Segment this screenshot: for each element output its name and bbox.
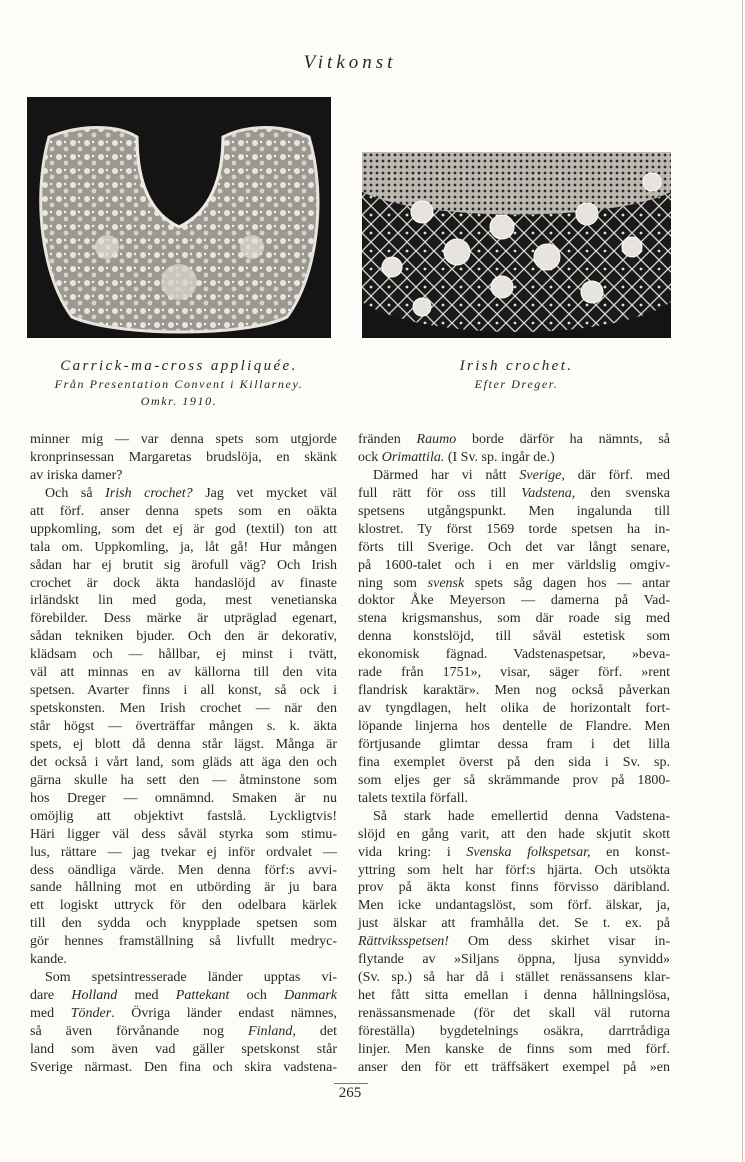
text-line: står högst — överträffar mången s. k. äkta [30,719,337,734]
italic-term: Vadstena, [521,485,576,501]
text-line: förebilder. Dess märke är utpräglad egenart, [30,611,337,627]
text-line: av tyngdlagen, helt olika de horizontalt fort- [358,701,670,717]
text-line: som eljes ger så skrämmande prov på 1800- [358,772,670,788]
figure-title: Carrick-ma-cross appliquée. [60,358,298,374]
text-line: minner mig — var denna spets som utgjorde [30,432,337,447]
text-line: kande. [30,952,67,968]
text-column-right [358,431,670,1077]
text-line: att förf. anser denna spets som en oäkta [30,503,337,519]
text-line: det också i vårt land, som gläds att äga den och [30,754,337,770]
text-line: löpande linjerna hos dentelle de Flandre. Men [358,719,670,734]
text-line: flandrisk karaktär». Men nog också påverkan [358,683,670,699]
figure-source: Från Presentation Convent i Killarney. [54,377,304,391]
text-line: renässansmenade (för det skall väl rutorna [358,1006,670,1021]
text-line: Sverige närmast. Den fina och skira vadstena- [30,1059,337,1075]
text-line: föreställa) bygdetelnings osäkra, darrtrådiga [358,1023,670,1039]
text-line: ett logiskt uttryck för den odelbara kärlek [30,898,337,914]
text-line: kronprinsessan Margaretas brudslöja, en skänk [30,449,337,465]
italic-term: Rättviksspetsen! [358,934,449,950]
text-line: förtjusande glimtar dessa fram i det lilla [358,736,670,752]
text-line: förts till Sverige. Och det var långt senare, [358,539,670,555]
text-line: full rätt för oss till Vadstena, den svenska [358,485,670,501]
page-edge [742,0,743,1162]
text-line: ning som svensk spets såg dagen hos — antar [358,575,670,591]
lace-photo-carrickmacross [27,97,331,338]
text-line: Och så Irish crochet? Jag vet mycket väl [45,485,337,501]
figure-date: Omkr. 1910. [140,394,218,408]
text-line: anser den för ett träffsäkert exempel på »en [358,1059,670,1075]
text-line: Som spetsintresserade länder upptas vi- [45,970,337,986]
text-line: yttring som helt har förf:s hjärta. Och utsökta [358,862,670,878]
text-line: väl att minnas en av källorna till den vita [30,665,337,681]
text-line: spetsens utgångspunkt. Men ingalunda till [358,503,670,519]
text-line: omöjlig att objektivt fastslå. Lyckligtvis! [30,808,337,824]
text-line: vida kring: i Svenska folkspetsar, en konst- [358,844,671,860]
italic-term: Finland, [248,1023,296,1039]
figure-source: Efter Dreger. [474,377,559,391]
text-line: hos Dreger — omnämnd. Smaken är nu [30,790,337,806]
text-line: till den sydda och knypplade spetsen som [30,916,337,932]
text-line: gärna skulle ha sett den — åtminstone som [30,772,337,788]
text-line: land som även vad gäller spetskonst står [30,1041,337,1057]
text-line: doktor Åke Meyerson — damerna på Vad- [358,593,670,609]
text-line: ock Orimattila. (I Sv. sp. ingår de.) [358,449,555,465]
text-line: Rättviksspetsen! Om dess skirhet visar in- [358,934,670,950]
text-line: stena krigsmanshus, som där roade sig med [358,611,670,627]
text-line: prov på äkta konst finns förvisso däribland. [358,880,670,896]
text-line: spets, ej blott då denna står lägst. Många är [30,736,337,752]
text-line: Häri ligger väl dess såväl styrka som stimu- [30,826,337,842]
text-line: av iriska damer? [30,467,123,483]
text-line: (Sv. sp.) så har då i stället renässansens klar- [358,970,670,986]
text-line: uppkomling, som det ej är god (textil) ton att [30,521,337,537]
text-line: slöjd en gång varit, att den hade skjutit skott [358,826,670,842]
text-line: på 1600-talet och i en mer världslig omgiv- [358,557,670,573]
text-line: Därmed har vi nått Sverige, där förf. med [373,467,670,483]
text-column-left [30,431,337,1077]
italic-term: Orimattila. [381,449,445,465]
text-line: tala om. Uppkomling, ja, låt gå! Hur mången [30,539,337,555]
text-line: het fått sitta emellan i denna hållningslösa, [358,988,670,1004]
figure-title: Irish crochet. [459,358,574,374]
text-line: just älskar att framhålla det. Se t. ex. på [358,916,670,932]
text-line: så även förvånande nog Finland, det [30,1023,337,1039]
text-line: crochet är dock äkta handaslöjd av finaste [30,575,337,591]
text-line: rade från 1751», visar, säger förf. »rent [358,665,670,681]
italic-term: Irish crochet? [105,485,193,501]
italic-term: svensk [427,575,465,591]
italic-term: Danmark [284,988,337,1004]
text-line: spetskonsten. Men Irish crochet — när den [30,701,337,717]
text-line: dess oändliga värde. Men denna förf:s avvi- [30,862,337,878]
folio-rule [334,1083,368,1084]
text-line: spetsen. Avarter finns i all konst, så ock i [30,683,337,699]
text-line: fränden Raumo borde därför ha nämnts, så [358,432,670,447]
text-line: fina exemplet överst på den sida i Sv. sp. [358,754,670,770]
text-line: irländskt lin med goda, mest venetianska [30,593,337,609]
text-line: med Tönder. Övriga länder endast nämnes, [30,1006,337,1021]
text-line: lus, rättare — jag tvekar ej inför ordvalet — [30,844,337,860]
figure-caption-2 [362,356,671,393]
text-line: flytande av »Siljans öppna, ljusa synvidd» [358,952,670,968]
text-line: Så stark hade emellertid denna Vadstena- [373,808,670,824]
text-line: sådan har ej brutit sig ärofull väg? Och Irish [30,557,337,573]
text-line: klostret. Ty först 1569 torde spetsen ha in- [358,521,670,537]
text-line: klädsam och — hållbar, ej minst i tvätt, [30,647,337,663]
text-line: gör hennes framställning så livfullt medryc- [30,934,337,950]
italic-term: Holland [71,988,118,1004]
italic-term: Pattekant [175,988,230,1004]
text-line: linjer. Men kanske de finns som med förf. [358,1041,670,1057]
running-head: Vitkonst [303,52,397,73]
text-line: ekonomisk fägnad. Vadstenaspetsar, »beva- [358,647,670,663]
italic-term: Tönder [70,1006,112,1021]
text-line: dare Holland med Pattekant och Danmark [30,988,337,1004]
page-number: 265 [338,1085,362,1101]
italic-term: Sverige, [519,467,565,483]
italic-term: Svenska folkspetsar, [466,844,591,860]
lace-photo-irish-crochet [362,152,671,338]
italic-term: Raumo [416,432,457,447]
figure-caption-1 [27,356,331,410]
text-line: sådan tekniken bjuder. Och den är dekorativ, [30,629,337,645]
text-line: denna konstslöjd, till såväl estetisk som [358,629,670,645]
text-line: talets textila förfall. [358,790,469,806]
text-line: Men icke undantagslöst, som förf. älskar, ja, [358,898,670,914]
text-line: sande hållning mot en utbörding är ju bara [30,880,337,896]
